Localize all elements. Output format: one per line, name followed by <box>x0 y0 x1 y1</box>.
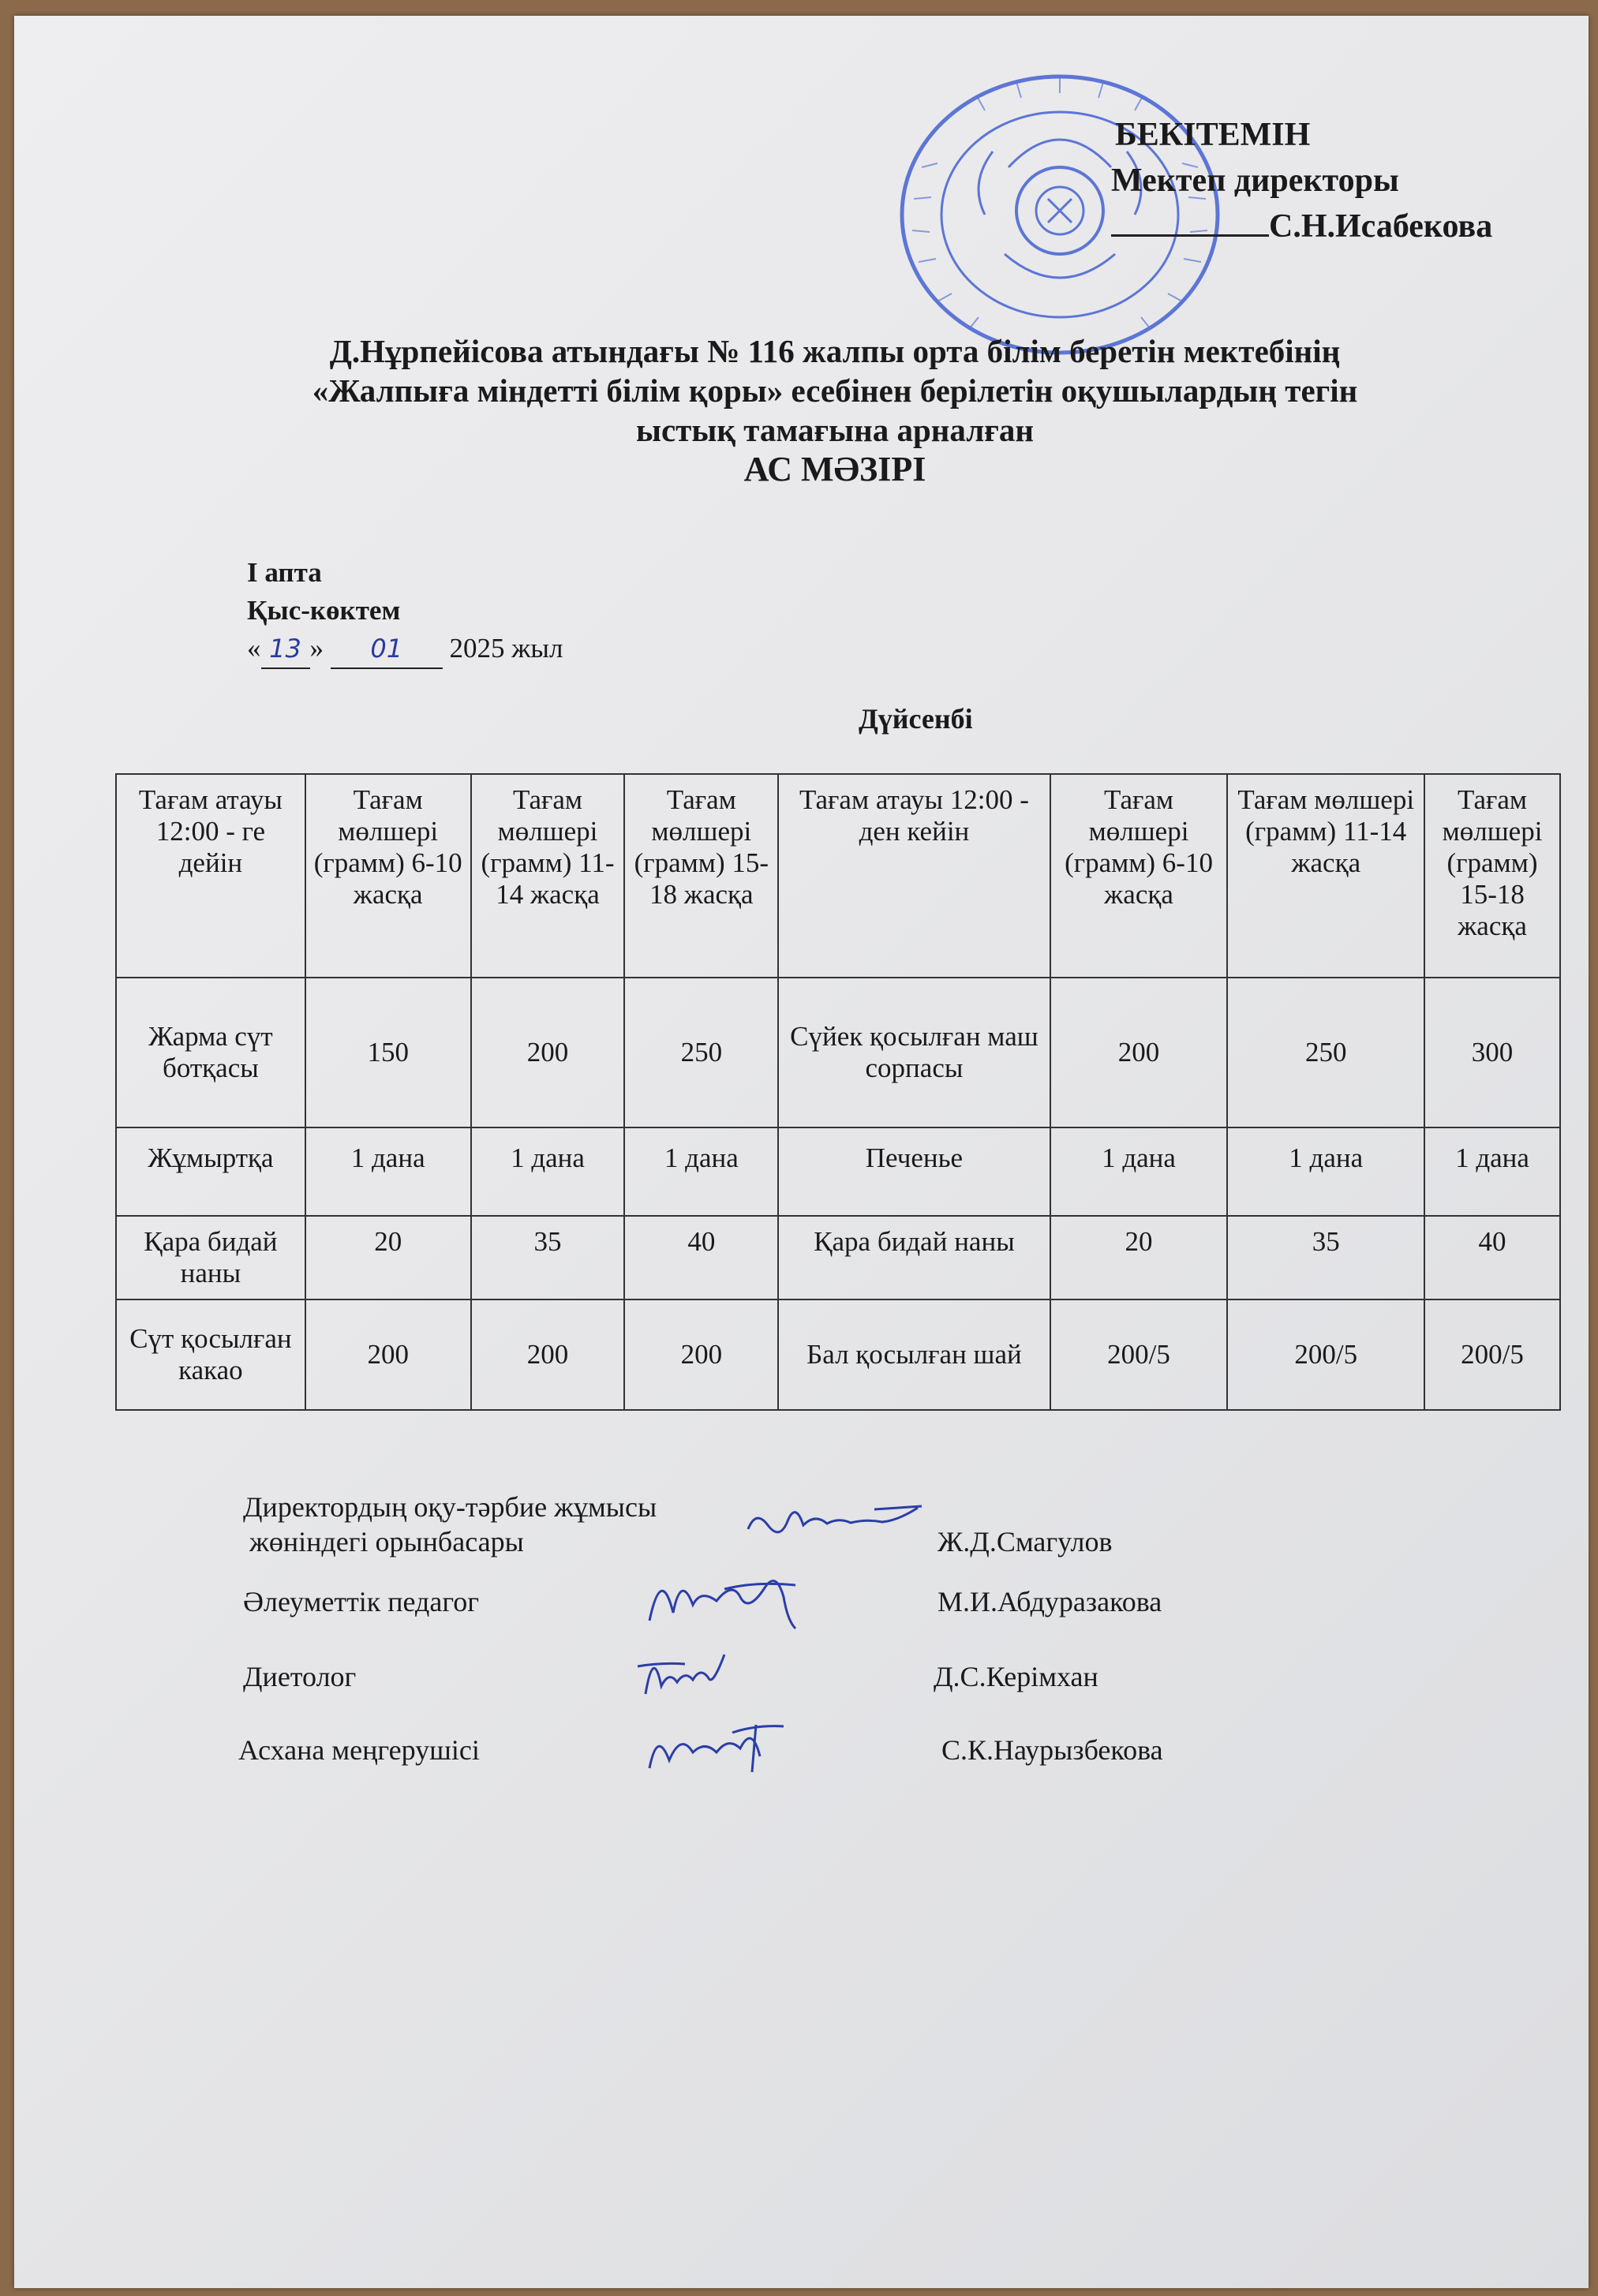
menu-meta <box>247 554 563 669</box>
table-cell: Қара бидай наны <box>778 1216 1050 1299</box>
table-cell: 200/5 <box>1050 1299 1228 1410</box>
director-name: С.Н.Исабекова <box>1269 208 1493 245</box>
table-row <box>116 1299 1560 1410</box>
table-row <box>116 1216 1560 1299</box>
title-line-1: Д.Нұрпейісова атындағы № 116 жалпы орта білім беретін мектебінің <box>329 333 1341 369</box>
table-row <box>116 978 1560 1127</box>
table-row <box>116 1127 1560 1216</box>
handwritten-signature-icon <box>740 1486 930 1549</box>
title-line-3: ыстық тамағына арналған <box>635 412 1035 448</box>
table-cell: 40 <box>1424 1216 1560 1299</box>
table-cell: 40 <box>624 1216 778 1299</box>
director-signature-line <box>1111 209 1269 237</box>
signature-row <box>238 1725 1269 1800</box>
table-cell: 250 <box>1227 978 1424 1127</box>
document-title <box>251 331 1419 489</box>
table-cell: 1 дана <box>1050 1127 1228 1216</box>
table-cell: 1 дана <box>471 1127 625 1216</box>
header-cell: Тағам мөлшері (грамм) 6-10 жасқа <box>305 774 471 978</box>
table-cell: 20 <box>305 1216 471 1299</box>
table-cell: 150 <box>305 978 471 1127</box>
title-line-2: «Жалпыға міндетті білім қоры» есебінен берілетін оқушылардың тегін <box>312 372 1358 409</box>
signer-name: Д.С.Керімхан <box>934 1661 1098 1692</box>
table-cell: Сүт қосылған какао <box>116 1299 305 1410</box>
table-cell: 1 дана <box>1227 1127 1424 1216</box>
signature-row <box>243 1575 1269 1650</box>
table-cell: Қара бидай наны <box>116 1216 305 1299</box>
table-cell: 200/5 <box>1227 1299 1424 1410</box>
header-cell: Тағам мөлшері (грамм) 11-14 жасқа <box>1227 774 1424 978</box>
approval-heading: БЕКІТЕМІН <box>1115 117 1311 153</box>
header-cell: Тағам мөлшері (грамм) 15-18 жасқа <box>624 774 778 978</box>
table-cell: 20 <box>1050 1216 1228 1299</box>
table-cell: 200 <box>305 1299 471 1410</box>
date-year: 2025 жыл <box>449 633 563 664</box>
table-cell: Сүйек қосылған маш сорпасы <box>778 978 1050 1127</box>
document-page <box>14 16 1589 2288</box>
header-cell: Тағам атауы 12:00 - ден кейін <box>778 774 1050 978</box>
signer-role: Әлеуметтік педагог <box>243 1586 479 1617</box>
table-cell: 200 <box>471 1299 625 1410</box>
season-label: Қыс-көктем <box>247 595 401 626</box>
title-line-4: АС МӘЗІРІ <box>743 450 926 488</box>
table-cell: 300 <box>1424 978 1560 1127</box>
handwritten-signature-icon <box>630 1639 740 1702</box>
signer-name: Ж.Д.Смагулов <box>937 1526 1113 1557</box>
table-cell: 35 <box>471 1216 625 1299</box>
table-cell: 1 дана <box>1424 1127 1560 1216</box>
signer-name: С.К.Наурызбекова <box>941 1734 1163 1766</box>
handwritten-signature-icon <box>638 1557 827 1636</box>
day-of-week: Дүйсенбі <box>859 703 973 735</box>
table-header-row <box>116 774 1560 978</box>
week-label: І апта <box>247 557 322 588</box>
date-month-handwritten: 01 <box>370 634 403 664</box>
table-cell: 250 <box>624 978 778 1127</box>
table-cell: Жарма сүт ботқасы <box>116 978 305 1127</box>
table-cell: 200 <box>624 1299 778 1410</box>
date-day-handwritten: 13 <box>269 634 301 664</box>
header-cell: Тағам мөлшері (грамм) 11-14 жасқа <box>471 774 625 978</box>
handwritten-signature-icon <box>638 1709 795 1780</box>
menu-table <box>115 773 1561 1411</box>
table-cell: 1 дана <box>305 1127 471 1216</box>
header-cell: Тағам мөлшері (грамм) 6-10 жасқа <box>1050 774 1228 978</box>
signatures-block <box>238 1490 1269 1800</box>
signer-role: жөніндегі орынбасары <box>249 1526 524 1557</box>
approval-block <box>1111 112 1492 249</box>
header-cell: Тағам мөлшері (грамм) 15-18 жасқа <box>1424 774 1560 978</box>
table-cell: 35 <box>1227 1216 1424 1299</box>
table-cell: 200 <box>1050 978 1228 1127</box>
signer-name: М.И.Абдуразакова <box>937 1586 1162 1617</box>
signer-role: Директордың оқу-тәрбие жұмысы <box>243 1491 657 1523</box>
header-cell: Тағам атауы 12:00 - ге дейін <box>116 774 305 978</box>
table-cell: Печенье <box>778 1127 1050 1216</box>
table-cell: 200/5 <box>1424 1299 1560 1410</box>
approval-position: Мектеп директоры <box>1111 163 1399 199</box>
table-cell: Жұмыртқа <box>116 1127 305 1216</box>
signer-role: Асхана меңгерушісі <box>238 1734 480 1766</box>
table-cell: 1 дана <box>624 1127 778 1216</box>
table-cell: Бал қосылған шай <box>778 1299 1050 1410</box>
date-line: « 13 » 01 2025 жыл <box>247 630 563 669</box>
table-cell: 200 <box>471 978 625 1127</box>
signer-role: Диетолог <box>243 1661 357 1692</box>
